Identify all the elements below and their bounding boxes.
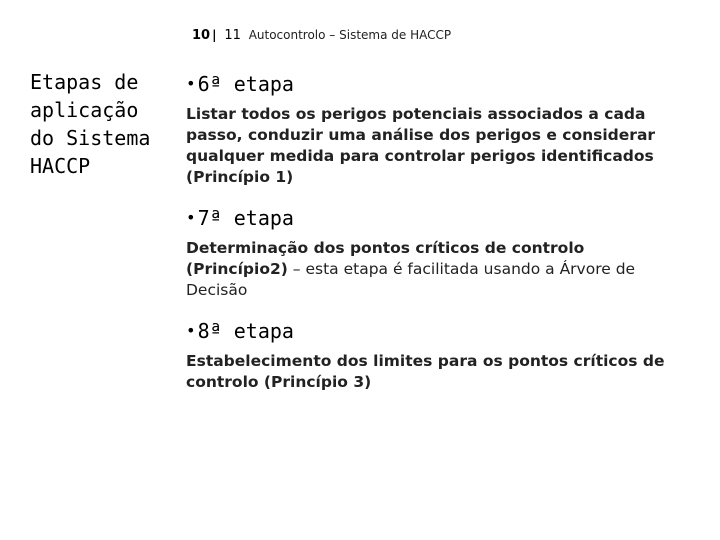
step-description: [186, 238, 686, 301]
page-number: 10: [192, 28, 211, 43]
bullet-icon: •: [186, 208, 196, 227]
bullet-icon: •: [186, 74, 196, 93]
step-8: [186, 317, 686, 393]
step-heading-label: 7ª etapa: [197, 206, 294, 230]
step-heading: [186, 204, 686, 232]
step-6: [186, 70, 686, 188]
header-separator: |: [212, 28, 217, 42]
step-description: Listar todos os perigos potenciais associados a cada passo, conduzir uma análise dos perigos e considerar qualquer medida para controlar perigos identificados (Princípio 1): [186, 105, 656, 186]
chapter-number: 11: [224, 28, 241, 43]
step-description-bold: Determinação dos pontos críticos de controlo (Princípio2): [186, 239, 585, 278]
bullet-icon: •: [186, 321, 196, 340]
chapter-title: Autocontrolo – Sistema de HACCP: [248, 28, 452, 42]
step-7: [186, 204, 686, 301]
slide-header: [192, 28, 451, 43]
step-description-rest: – esta etapa é facilitada usando a Árvore de Decisão: [186, 260, 636, 299]
step-heading-label: 6ª etapa: [197, 72, 294, 96]
step-heading: [186, 70, 686, 98]
step-heading: [186, 317, 686, 345]
side-title: Etapas de aplicação do Sistema HACCP: [30, 70, 151, 178]
step-description: Estabelecimento dos limites para os pontos críticos de controlo (Princípio 3): [186, 352, 665, 391]
step-heading-label: 8ª etapa: [197, 319, 294, 343]
steps-list: [186, 70, 686, 409]
